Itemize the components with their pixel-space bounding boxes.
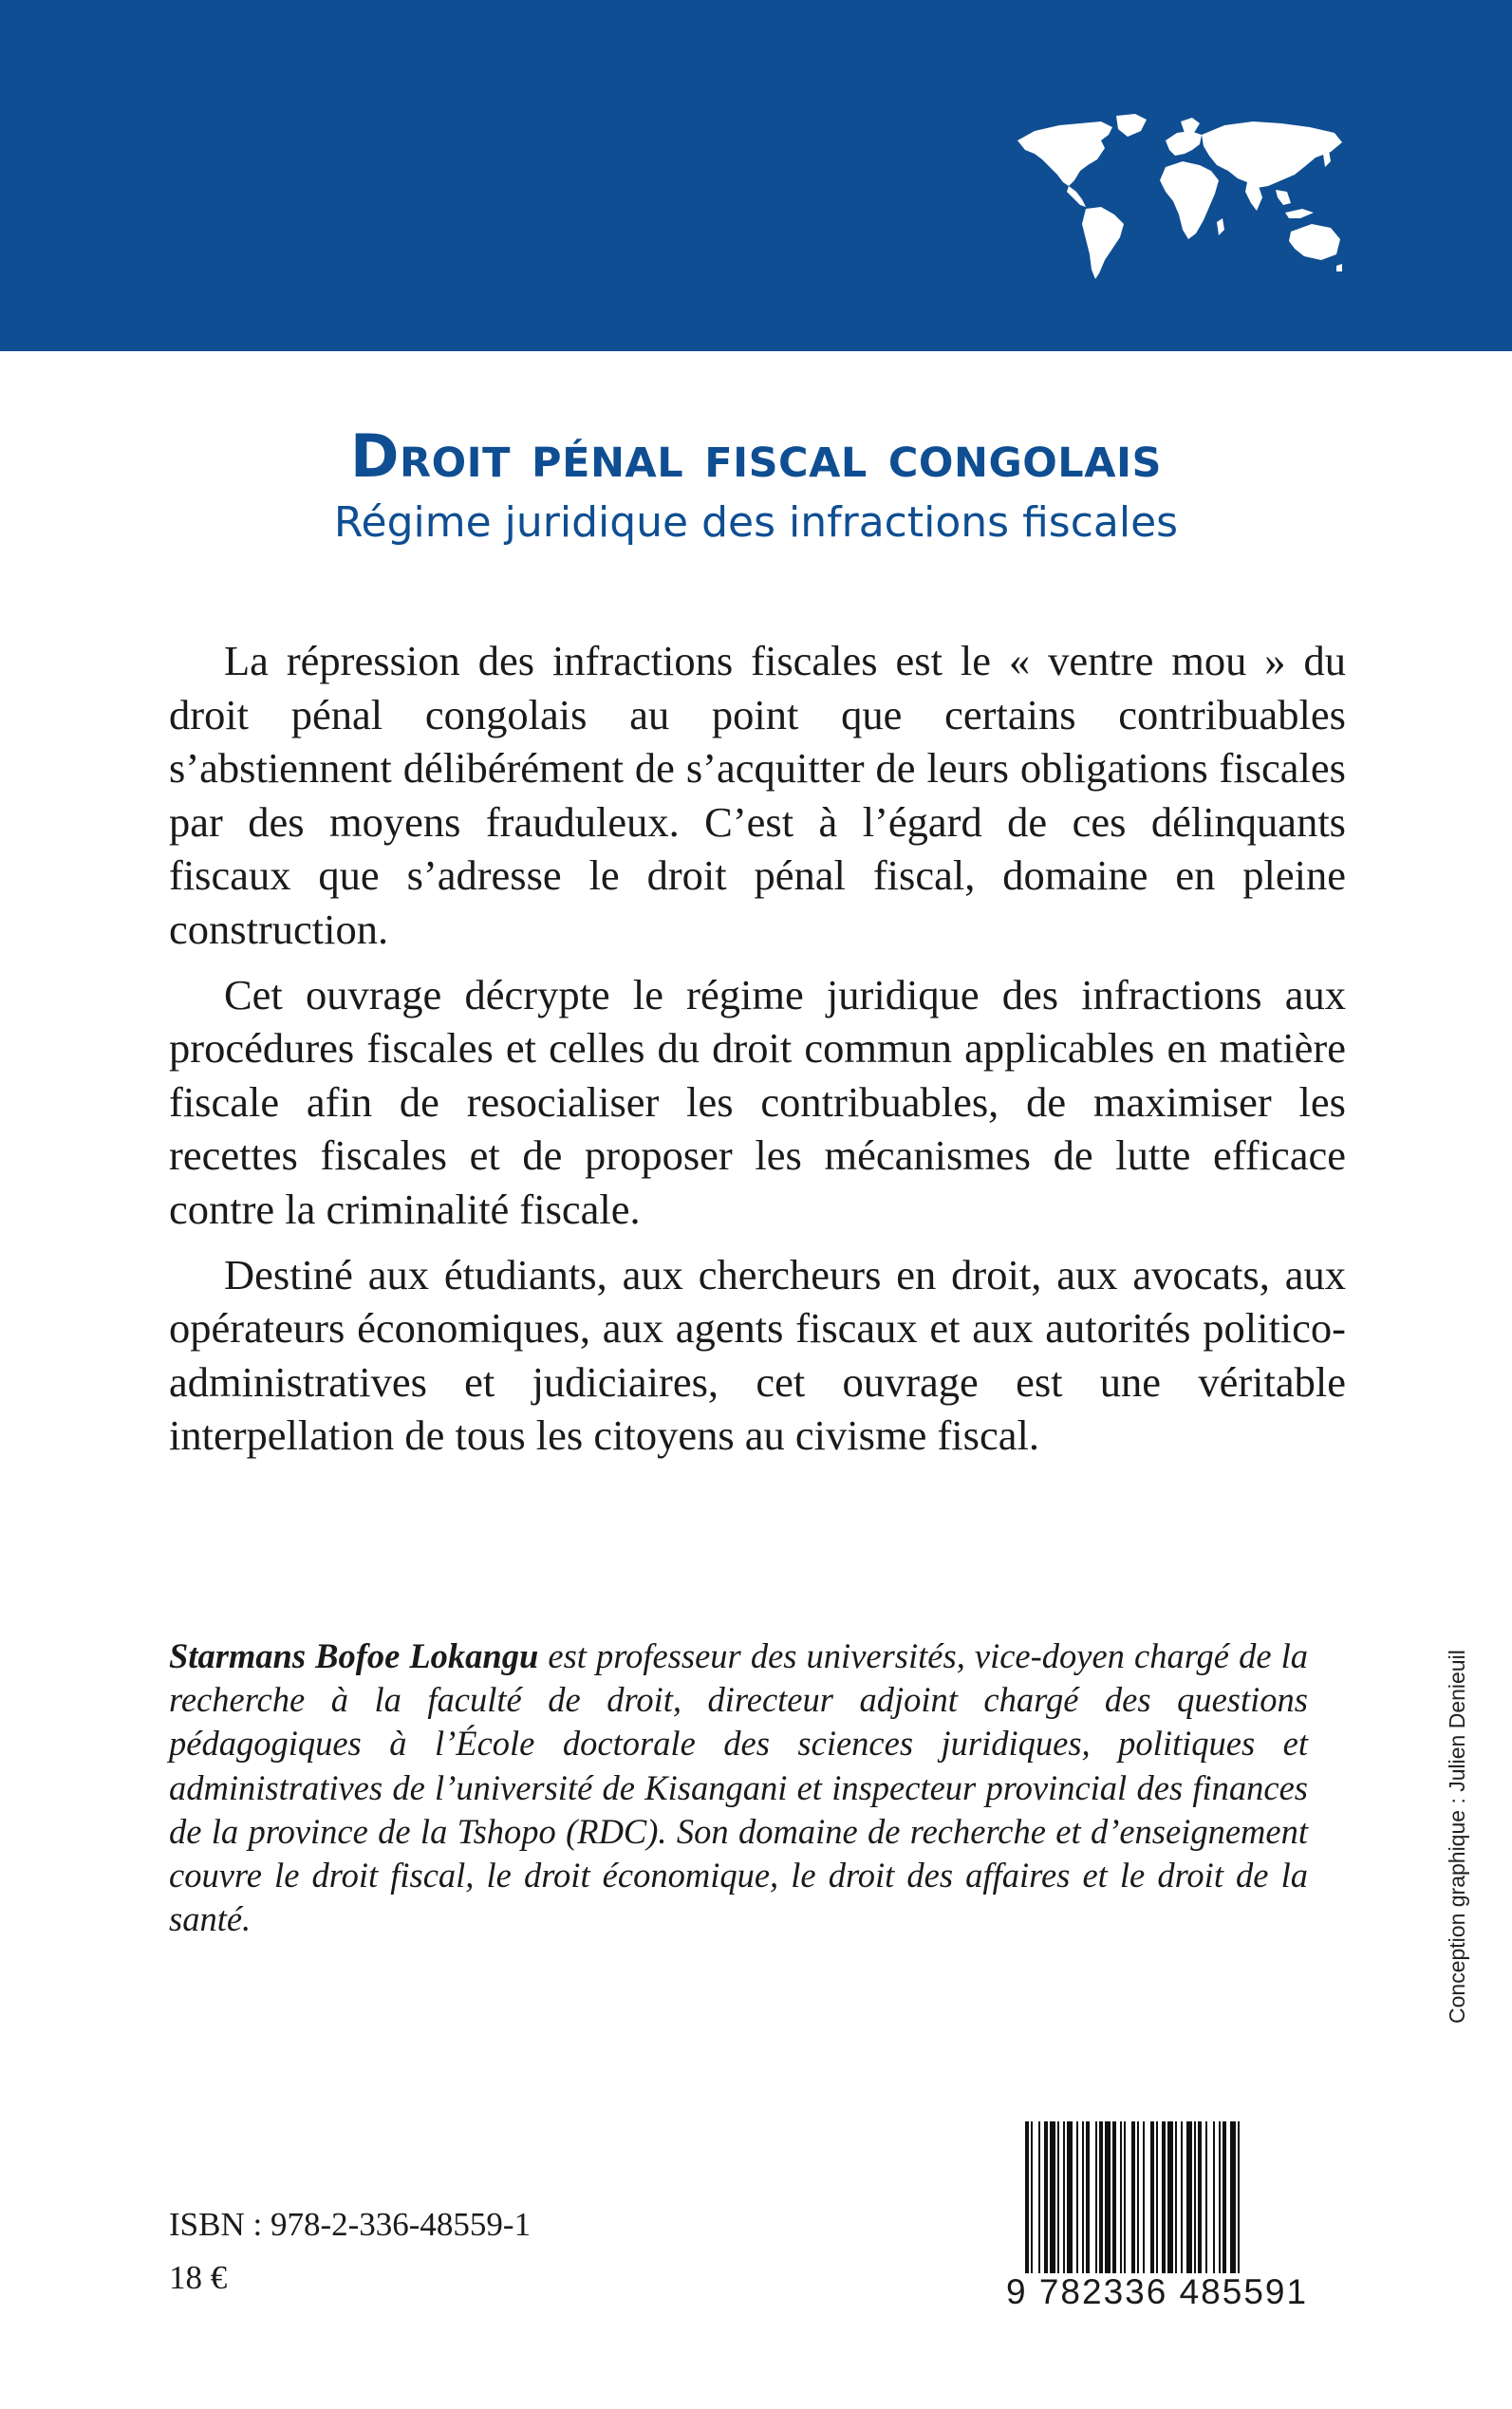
barcode-bar	[1112, 2121, 1116, 2273]
title-block	[0, 422, 1512, 550]
barcode-bar	[1137, 2121, 1139, 2273]
barcode-bar	[1099, 2121, 1103, 2273]
price: 18 €	[169, 2259, 228, 2296]
barcode-bar	[1150, 2121, 1154, 2273]
barcode-icon	[1025, 2121, 1329, 2273]
barcode-digits: 9 782336 485591	[1006, 2272, 1309, 2311]
barcode-bar	[1219, 2121, 1221, 2273]
barcode-bar	[1124, 2121, 1126, 2273]
barcode-bar	[1156, 2121, 1158, 2273]
barcode-bar	[1044, 2121, 1048, 2273]
barcode-bar	[1162, 2121, 1166, 2273]
barcode-bar	[1167, 2121, 1173, 2273]
barcode-bar	[1076, 2121, 1078, 2273]
world-map-icon	[1014, 112, 1348, 283]
cover-top-band	[0, 0, 1512, 351]
barcode-bar	[1031, 2121, 1033, 2273]
barcode-bar	[1194, 2121, 1196, 2273]
barcode-bar	[1175, 2121, 1177, 2273]
barcode-bar	[1038, 2121, 1040, 2273]
barcode-bar	[1063, 2121, 1065, 2273]
barcode-bar	[1025, 2121, 1029, 2273]
author-name: Starmans Bofoe Lokangu	[169, 1636, 539, 1675]
barcode-bar	[1223, 2121, 1226, 2273]
barcode-bar	[1238, 2121, 1240, 2273]
barcode-bar	[1213, 2121, 1215, 2273]
barcode-bar	[1082, 2121, 1084, 2273]
barcode-bar	[1198, 2121, 1202, 2273]
back-cover-summary	[169, 634, 1346, 1474]
barcode-bar	[1181, 2121, 1183, 2273]
barcode-bar	[1086, 2121, 1090, 2273]
barcode-bar	[1067, 2121, 1073, 2273]
barcode-bar	[1095, 2121, 1097, 2273]
barcode-bar	[1131, 2121, 1135, 2273]
barcode	[1006, 2121, 1329, 2311]
book-subtitle: Régime juridique des infractions fiscales	[333, 498, 1179, 547]
author-bio-text: est professeur des universités, vice-doyen chargé de la recherche à la faculté de droit, directeur adjoint chargé des questions pédagogiques à l’École doctorale des sciences juridiques, politiques et administratives de l’université de Kisangani et inspecteur provincial des finances de la province de la Tshopo (RDC). Son domaine de recherche et d’enseignement couvre le droit fiscal, le droit économique, le droit des affaires et le droit de la santé.	[169, 1636, 1309, 1939]
barcode-bar	[1057, 2121, 1059, 2273]
barcode-bar	[1120, 2121, 1122, 2273]
author-bio	[169, 1634, 1308, 1941]
book-title: Droit pénal fiscal congolais	[350, 421, 1162, 491]
summary-paragraph: Destiné aux étudiants, aux chercheurs en droit, aux avocats, aux opérateurs économiques, aux agents fiscaux et aux autorités politico-administratives et judiciaires, cet ouvrage est une véritable interpellation de tous les citoyens au civisme fiscal.	[169, 1250, 1346, 1460]
isbn: ISBN : 978-2-336-48559-1	[169, 2206, 532, 2243]
summary-paragraph: Cet ouvrage décrypte le régime juridique des infractions aux procédures fiscales et celles du droit commun applicables en matière fiscale afin de resocialiser les contribuables, de maximiser les recettes fiscales et de proposer les mécanismes de lutte efficace contre la criminalité fiscale.	[169, 970, 1346, 1233]
barcode-bar	[1050, 2121, 1055, 2273]
barcode-bar	[1230, 2121, 1236, 2273]
design-credit: Conception graphique : Julien Denieuil	[1445, 1650, 1469, 2024]
barcode-bar	[1186, 2121, 1192, 2273]
barcode-bar	[1205, 2121, 1207, 2273]
barcode-bar	[1143, 2121, 1145, 2273]
barcode-bar	[1105, 2121, 1111, 2273]
summary-paragraph: La répression des infractions fiscales est le « ventre mou » du droit pénal congolais au point que certains contribuables s’abstiennent délibérément de s’acquitter de leurs obligations fiscales par des moyens frauduleux. C’est à l’égard de ces délinquants fiscaux que s’adresse le droit pénal fiscal, domaine en pleine construction.	[169, 637, 1346, 953]
